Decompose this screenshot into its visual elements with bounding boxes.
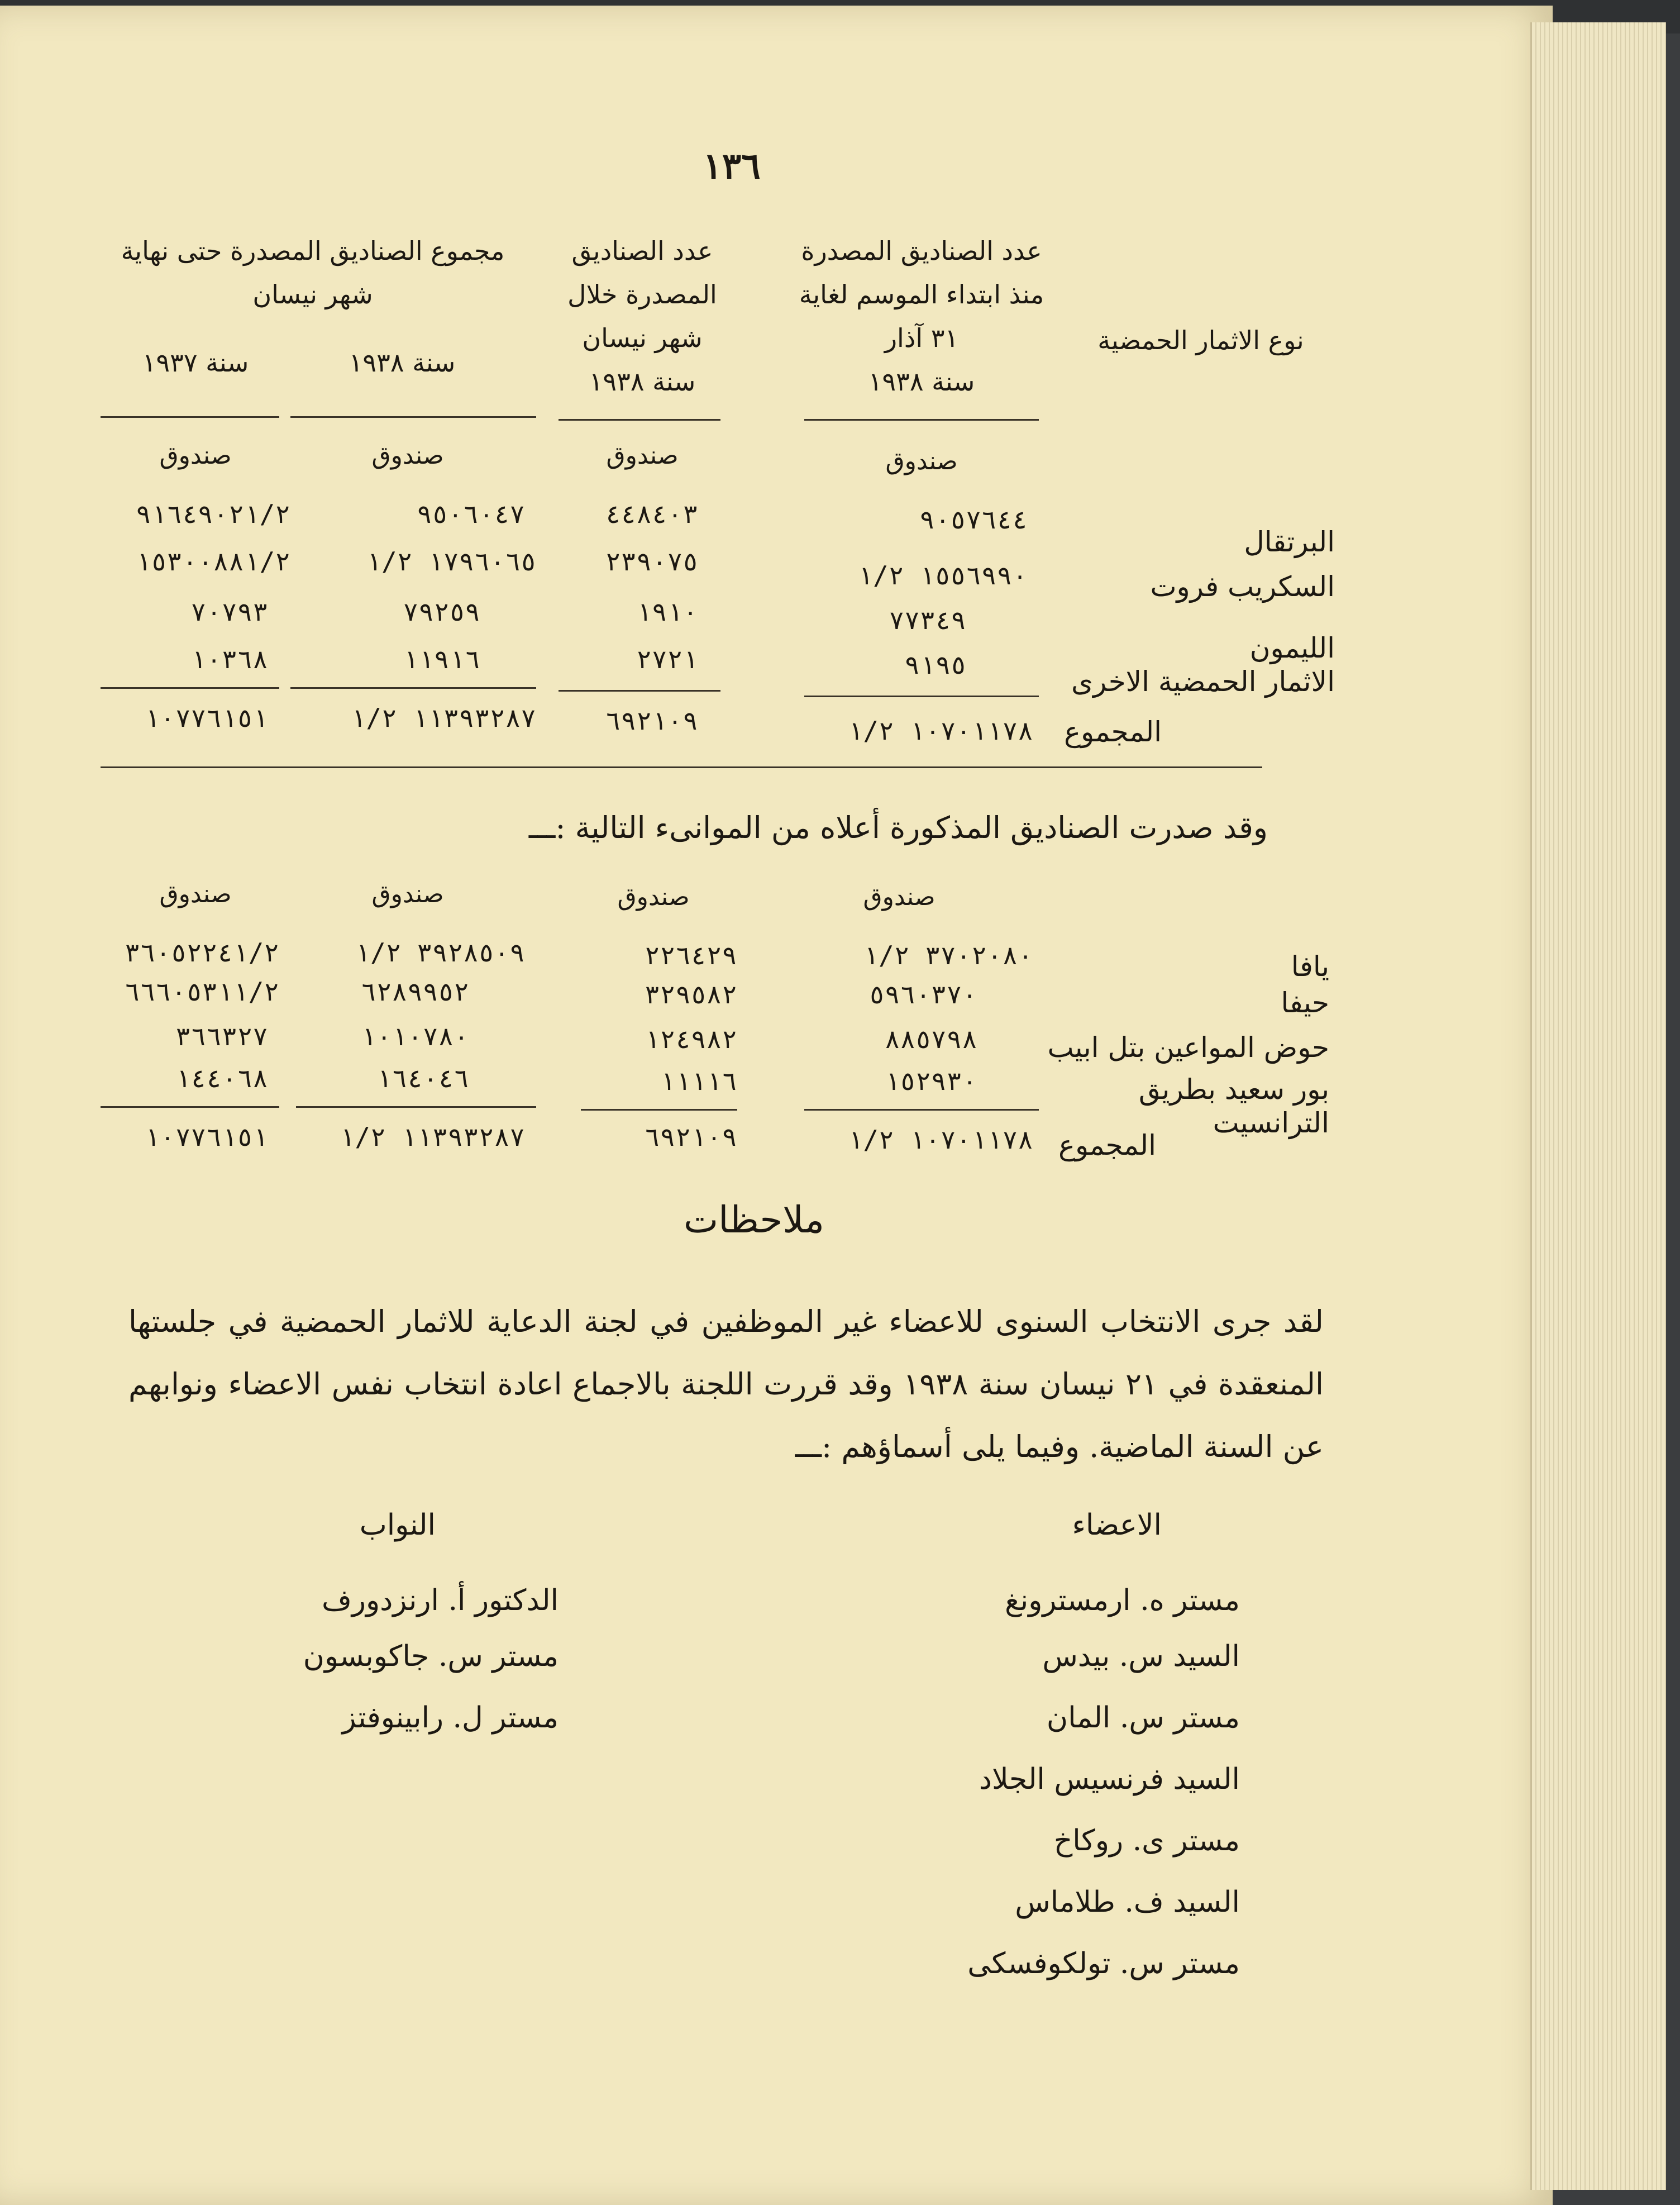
port-name: بور سعيد بطريق الترانسيت: [1138, 1073, 1329, 1139]
unit-label: صندوق: [371, 880, 444, 908]
deputy-name: مستر س. جاكوبسون: [303, 1640, 559, 1673]
header-season-line2: منذ ابتداء الموسم لغاية: [799, 279, 1044, 309]
april-value: ٢٧٢١: [636, 644, 698, 674]
total-1937-value: ٧٠٧٩٣: [190, 597, 268, 627]
total-1937-value: ١٠٣٦٨: [190, 644, 268, 674]
total-row-name: المجموع: [1064, 716, 1162, 748]
header-april-line3: شهر نيسان: [582, 323, 703, 353]
header-april-line2: المصدرة خلال: [567, 279, 717, 309]
season-value: ٧٧٣٤٩: [889, 605, 966, 635]
port-april-value: ١١١١٦: [660, 1066, 737, 1096]
deputies-heading: النواب: [359, 1508, 436, 1542]
port-season-value: ٣٧٠٢٠٨٠ ١/٢: [863, 940, 1033, 970]
season-value: ٩١٩٥: [904, 650, 966, 680]
member-name: مستر ه. ارمسترونغ: [1005, 1584, 1240, 1617]
port-season-total-rule: [804, 1109, 1039, 1111]
deputy-name: الدكتور أ. ارنزدورف: [321, 1584, 559, 1617]
header-season-exports: [787, 229, 1056, 403]
header-citrus-type: نوع الاثمار الحمضية: [1097, 325, 1304, 355]
row-name: السكريب فروت: [1150, 570, 1335, 603]
header-april-line1: عدد الصناديق: [571, 236, 713, 266]
port-1938-value: ٦٢٨٩٩٥٢: [361, 977, 469, 1007]
port-april-value: ١٢٤٩٨٢: [644, 1024, 737, 1054]
april-total-rule: [559, 690, 720, 692]
notes-title: ملاحظات: [684, 1198, 824, 1241]
header-total-rule-1937: [101, 416, 279, 418]
april-value: ٤٤٨٤٠٣: [605, 499, 698, 529]
unit-label: صندوق: [885, 447, 958, 475]
header-season-rule: [804, 419, 1039, 421]
row-name: الليمون: [1249, 632, 1335, 664]
port-1937-value: ٦٦٦٠٥٣١١/٢: [125, 977, 279, 1007]
page-edges: [1530, 22, 1666, 2190]
total-1937-value: ١٥٣٠٠٨٨١/٢: [136, 546, 290, 577]
april-value: ٢٣٩٠٧٥: [605, 546, 698, 577]
notes-paragraph: لقد جرى الانتخاب السنوى للاعضاء غير الموظفين في لجنة الدعاية للاثمار الحمضية في جلستها المنعقدة في ٢١ نيسان سنة ١٩٣٨ وقد قررت اللجنة بالاجماع اعادة انتخاب نفس الاعضاء ونوابهم عن السنة الماضية. وفيما يلى أسماؤهم :ـــ: [128, 1304, 1324, 1464]
port-name: حوض المواعين بتل ابيب: [1047, 1031, 1329, 1064]
port-1938-value: ١٠١٠٧٨٠: [361, 1021, 469, 1051]
unit-label: صندوق: [371, 441, 444, 470]
book-page: [0, 6, 1553, 2205]
member-name: السيد ف. طلاماس: [1015, 1885, 1240, 1919]
table1-bottom-rule: [101, 766, 1262, 768]
row-name: البرتقال: [1244, 526, 1335, 558]
deputy-name: مستر ل. رابينوفتز: [342, 1701, 559, 1735]
season-value: ١٥٥٦٩٩٠ ١/٢: [857, 560, 1028, 590]
total-1938-total: ١١٣٩٣٢٨٧ ١/٢: [350, 703, 536, 733]
port-1937-value: ٣٦٦٣٢٧: [175, 1021, 268, 1051]
header-year-1937: سنة ١٩٣٧: [142, 347, 249, 378]
header-april-line4: سنة ١٩٣٨: [589, 366, 696, 397]
port-1937-total-rule: [101, 1106, 279, 1108]
header-total-line2: شهر نيسان: [252, 279, 373, 309]
header-total-rule-1938: [290, 416, 536, 418]
total-1938-rule: [290, 687, 536, 689]
header-april-rule: [559, 419, 720, 421]
april-total: ٦٩٢١٠٩: [605, 706, 698, 736]
port-season-value: ٨٨٥٧٩٨: [884, 1024, 977, 1054]
page-number: ١٣٦: [703, 145, 761, 187]
port-april-value: ٢٢٦٤٢٩: [644, 940, 737, 970]
port-april-value: ٣٢٩٥٨٢: [644, 979, 737, 1009]
header-total-exports: [106, 229, 519, 316]
header-year-1938: سنة ١٩٣٨: [349, 347, 456, 378]
port-season-total: ١٠٧٠١١٧٨ ١/٢: [847, 1125, 1033, 1155]
unit-label: صندوق: [159, 441, 232, 470]
member-name: مستر ى. روكاخ: [1053, 1824, 1240, 1858]
april-value: ١٩١٠: [636, 597, 698, 627]
total-1938-value: ١٧٩٦٠٦٥ ١/٢: [366, 546, 536, 577]
season-total: ١٠٧٠١١٧٨ ١/٢: [847, 716, 1033, 746]
header-total-line1: مجموع الصناديق المصدرة حتى نهاية: [121, 236, 505, 266]
unit-label: صندوق: [617, 883, 690, 911]
header-season-line3: ٣١ آذار: [884, 323, 959, 353]
port-1938-total-rule: [296, 1106, 536, 1108]
total-1937-total: ١٠٧٧٦١٥١: [144, 703, 268, 733]
port-1938-value: ٣٩٢٨٥٠٩ ١/٢: [355, 937, 525, 968]
port-april-total: ٦٩٢١٠٩: [644, 1122, 737, 1152]
member-name: السيد س. بيدس: [1042, 1640, 1240, 1673]
port-1938-total: ١١٣٩٣٢٨٧ ١/٢: [339, 1122, 525, 1152]
member-name: السيد فرنسيس الجلاد: [979, 1763, 1240, 1796]
unit-label: صندوق: [606, 441, 679, 470]
total-1937-value: ٩١٦٤٩٠٢١/٢: [136, 499, 290, 529]
port-1937-value: ١٤٤٠٦٨: [175, 1063, 268, 1093]
season-value: ٩٠٥٧٦٤٤: [919, 504, 1028, 535]
total-1938-value: ٩٥٠٦٠٤٧: [417, 499, 525, 529]
header-season-line4: سنة ١٩٣٨: [868, 366, 975, 397]
members-heading: الاعضاء: [1072, 1508, 1162, 1542]
port-name: حيفا: [1281, 987, 1329, 1019]
row-name: الاثمار الحمضية الاخرى: [1071, 665, 1335, 698]
member-name: مستر س. تولكوفسكى: [967, 1947, 1240, 1980]
total-1938-value: ٧٩٢٥٩: [403, 597, 480, 627]
member-name: مستر س. المان: [1046, 1701, 1240, 1735]
port-1937-total: ١٠٧٧٦١٥١: [144, 1122, 268, 1152]
header-season-line1: عدد الصناديق المصدرة: [801, 236, 1042, 266]
unit-label: صندوق: [863, 883, 936, 911]
port-season-value: ٥٩٦٠٣٧٠: [869, 979, 977, 1009]
port-april-total-rule: [581, 1109, 737, 1111]
port-1937-value: ٣٦٠٥٢٢٤١/٢: [125, 937, 279, 968]
season-total-rule: [804, 696, 1039, 697]
unit-label: صندوق: [159, 880, 232, 908]
port-season-value: ١٥٢٩٣٠: [884, 1066, 977, 1096]
total-1937-rule: [101, 687, 279, 689]
total-row-name: المجموع: [1058, 1129, 1156, 1161]
total-1938-value: ١١٩١٦: [403, 644, 480, 674]
port-1938-value: ١٦٤٠٤٦: [376, 1063, 469, 1093]
ports-intro: وقد صدرت الصناديق المذكورة أعلاه من الموانىء التالية :ـــ: [528, 810, 1268, 845]
port-name: يافا: [1291, 950, 1329, 983]
header-april-exports: [553, 229, 732, 403]
